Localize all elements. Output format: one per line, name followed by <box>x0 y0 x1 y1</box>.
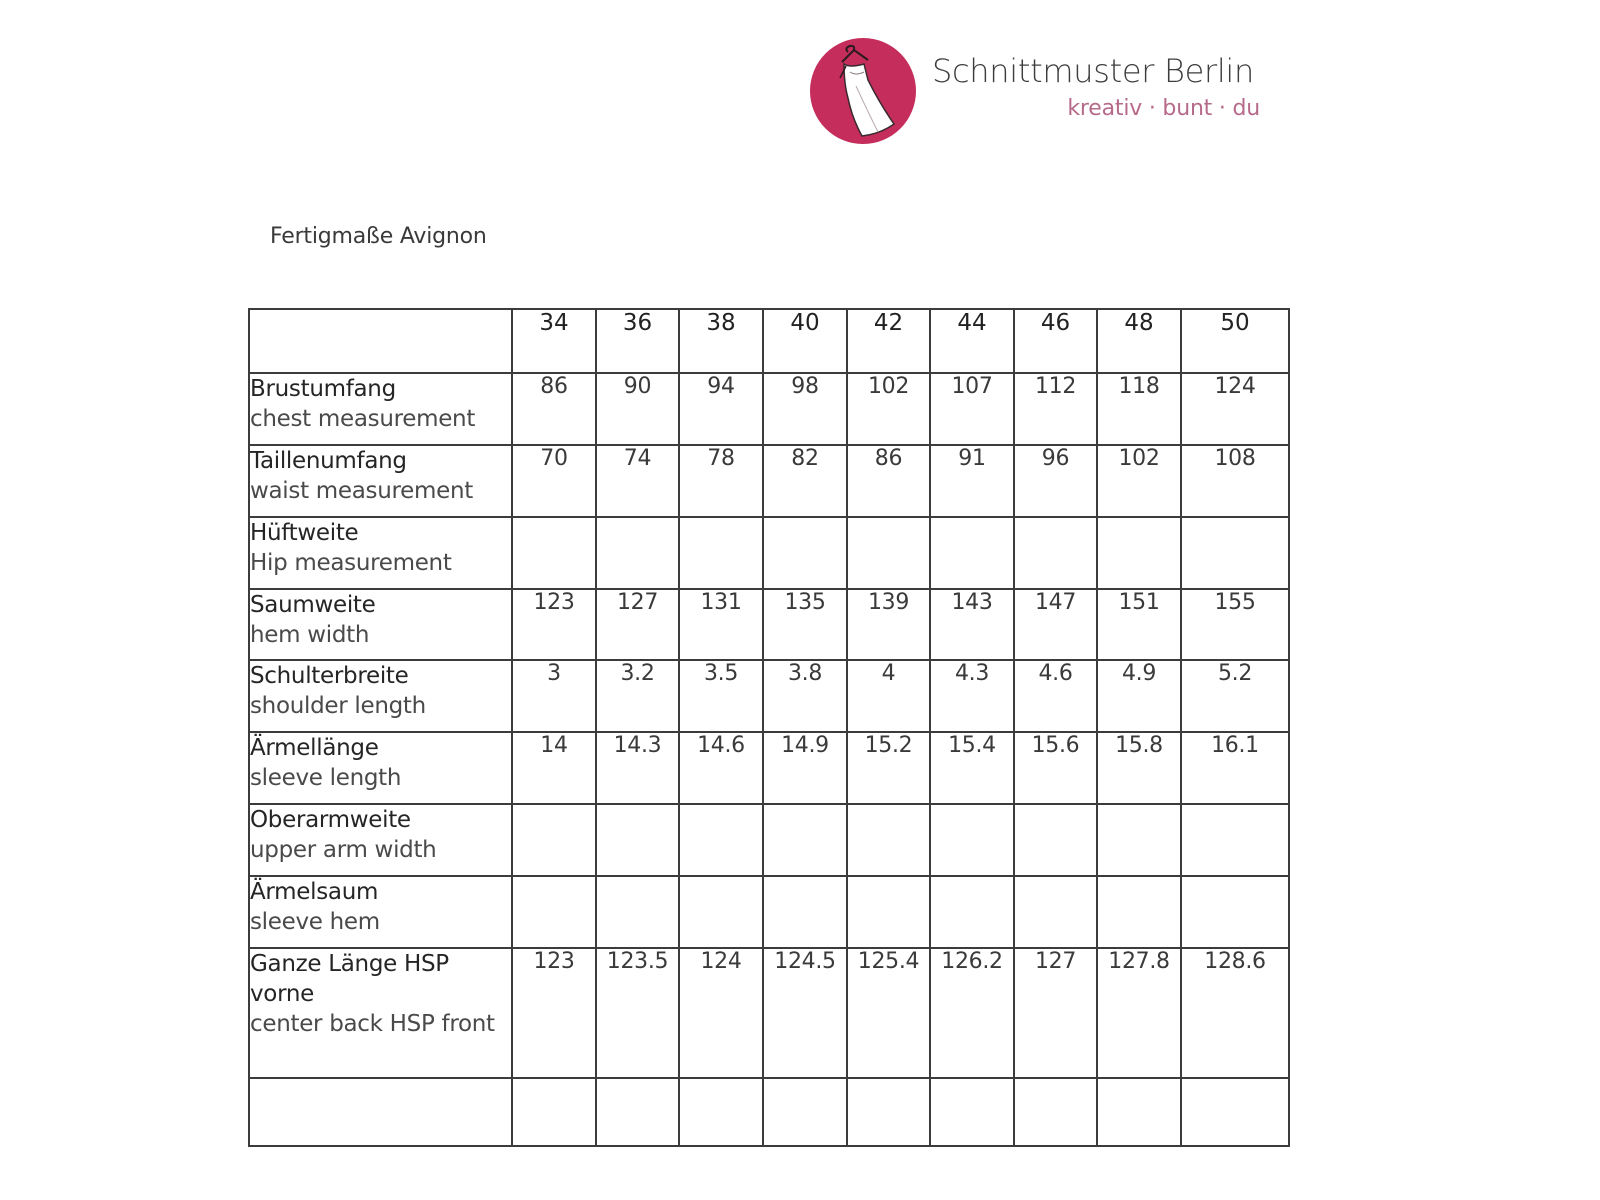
dress-on-hanger-icon <box>810 38 916 144</box>
measurement-cell <box>596 804 679 876</box>
measurement-cell: 82 <box>763 445 847 517</box>
label-german: Oberarmweite <box>250 807 411 833</box>
measurement-cell <box>679 1078 763 1146</box>
measurement-cell <box>930 1078 1014 1146</box>
table-row-empty-row <box>249 1078 1289 1146</box>
label-german: Hüftweite <box>250 520 359 546</box>
measurement-cell <box>930 804 1014 876</box>
label-english: shoulder length <box>250 693 426 719</box>
measurement-cell: 14.3 <box>596 732 679 804</box>
size-header: 50 <box>1181 309 1289 373</box>
measurement-cell: 127.8 <box>1097 948 1181 1078</box>
measurement-cell: 96 <box>1014 445 1097 517</box>
measurement-cell: 78 <box>679 445 763 517</box>
measurement-cell <box>847 1078 930 1146</box>
measurement-cell: 94 <box>679 373 763 445</box>
measurement-cell: 14.9 <box>763 732 847 804</box>
measurement-cell <box>847 876 930 948</box>
measurement-cell <box>763 1078 847 1146</box>
measurement-cell: 112 <box>1014 373 1097 445</box>
measurement-cell: 4.6 <box>1014 660 1097 732</box>
label-german: Brustumfang <box>250 376 396 402</box>
size-header: 38 <box>679 309 763 373</box>
measurement-cell <box>847 517 930 589</box>
label-german: Ganze Länge HSP vorne <box>250 951 449 1007</box>
row-label <box>249 732 512 804</box>
measurement-cell: 123 <box>512 948 596 1078</box>
row-label <box>249 876 512 948</box>
label-german: Ärmellänge <box>250 735 379 761</box>
measurement-cell: 4.3 <box>930 660 1014 732</box>
measurement-cell: 15.2 <box>847 732 930 804</box>
label-english: hem width <box>250 622 370 648</box>
measurement-cell <box>930 876 1014 948</box>
measurement-cell <box>847 804 930 876</box>
measurement-cell: 3.8 <box>763 660 847 732</box>
measurement-cell: 124.5 <box>763 948 847 1078</box>
label-german: Ärmelsaum <box>250 879 379 905</box>
brand-logo <box>810 38 1270 148</box>
measurement-cell <box>1181 1078 1289 1146</box>
measurement-cell: 151 <box>1097 589 1181 660</box>
measurement-cell: 102 <box>847 373 930 445</box>
table-row-upper-arm-row <box>249 804 1289 876</box>
measurement-cell: 3.5 <box>679 660 763 732</box>
table-row-waist-row <box>249 445 1289 517</box>
measurement-cell: 90 <box>596 373 679 445</box>
measurement-cell <box>1097 876 1181 948</box>
table-row-full-length-row <box>249 948 1289 1078</box>
row-label <box>249 517 512 589</box>
measurement-cell <box>679 876 763 948</box>
measurement-cell <box>679 804 763 876</box>
label-english: sleeve hem <box>250 909 380 935</box>
measurement-cell: 5.2 <box>1181 660 1289 732</box>
measurement-cell: 86 <box>512 373 596 445</box>
measurement-cell <box>512 517 596 589</box>
measurement-cell: 86 <box>847 445 930 517</box>
measurement-cell: 135 <box>763 589 847 660</box>
measurement-cell: 16.1 <box>1181 732 1289 804</box>
measurement-cell: 91 <box>930 445 1014 517</box>
size-header-row <box>249 309 1289 373</box>
measurement-cell <box>1014 1078 1097 1146</box>
measurement-cell <box>1097 804 1181 876</box>
measurement-cell: 3.2 <box>596 660 679 732</box>
measurement-cell <box>763 876 847 948</box>
label-english: waist measurement <box>250 478 473 504</box>
table-row-shoulder-row <box>249 660 1289 732</box>
measurement-cell: 15.8 <box>1097 732 1181 804</box>
measurement-cell: 14.6 <box>679 732 763 804</box>
size-chart-table <box>248 308 1290 1147</box>
measurement-cell: 118 <box>1097 373 1181 445</box>
measurement-cell <box>1181 876 1289 948</box>
measurement-cell <box>512 876 596 948</box>
row-label <box>249 660 512 732</box>
measurement-cell: 74 <box>596 445 679 517</box>
label-english: center back HSP front <box>250 1011 495 1037</box>
measurement-cell <box>1097 517 1181 589</box>
measurement-cell: 143 <box>930 589 1014 660</box>
measurement-cell <box>1014 876 1097 948</box>
measurement-cell: 4 <box>847 660 930 732</box>
measurement-cell: 155 <box>1181 589 1289 660</box>
size-header: 40 <box>763 309 847 373</box>
size-header: 48 <box>1097 309 1181 373</box>
measurement-cell: 108 <box>1181 445 1289 517</box>
row-label <box>249 1078 512 1146</box>
measurement-cell <box>1014 804 1097 876</box>
size-header: 46 <box>1014 309 1097 373</box>
measurement-cell: 124 <box>679 948 763 1078</box>
size-header: 36 <box>596 309 679 373</box>
measurement-cell: 124 <box>1181 373 1289 445</box>
measurement-cell: 70 <box>512 445 596 517</box>
row-label <box>249 589 512 660</box>
measurement-cell <box>1014 517 1097 589</box>
row-label <box>249 948 512 1078</box>
measurement-cell: 102 <box>1097 445 1181 517</box>
label-english: sleeve length <box>250 765 402 791</box>
table-row-sleeve-length-row <box>249 732 1289 804</box>
page-title: Fertigmaße Avignon <box>270 224 487 249</box>
measurement-cell: 107 <box>930 373 1014 445</box>
label-german: Taillenumfang <box>250 448 407 474</box>
measurement-cell: 131 <box>679 589 763 660</box>
row-label <box>249 804 512 876</box>
table-row-hip-row <box>249 517 1289 589</box>
measurement-cell: 15.4 <box>930 732 1014 804</box>
table-row-chest-row <box>249 373 1289 445</box>
measurement-cell: 98 <box>763 373 847 445</box>
measurement-cell <box>1181 804 1289 876</box>
label-german: Schulterbreite <box>250 663 409 689</box>
measurement-cell: 15.6 <box>1014 732 1097 804</box>
measurement-cell <box>596 1078 679 1146</box>
size-header: 42 <box>847 309 930 373</box>
measurement-cell <box>512 1078 596 1146</box>
measurement-cell: 14 <box>512 732 596 804</box>
size-header: 44 <box>930 309 1014 373</box>
measurement-cell <box>596 876 679 948</box>
measurement-cell: 3 <box>512 660 596 732</box>
label-german: Saumweite <box>250 592 376 618</box>
measurement-cell: 123 <box>512 589 596 660</box>
measurement-cell <box>763 517 847 589</box>
measurement-cell <box>679 517 763 589</box>
brand-tagline: kreativ · bunt · du <box>1067 96 1260 121</box>
measurement-cell: 127 <box>596 589 679 660</box>
measurement-cell <box>1181 517 1289 589</box>
measurement-cell <box>596 517 679 589</box>
brand-name: Schnittmuster Berlin <box>932 52 1255 90</box>
label-english: Hip measurement <box>250 550 452 576</box>
table-row-sleeve-hem-row <box>249 876 1289 948</box>
label-english: upper arm width <box>250 837 437 863</box>
table-row-hem-width-row <box>249 589 1289 660</box>
measurement-cell: 123.5 <box>596 948 679 1078</box>
size-header: 34 <box>512 309 596 373</box>
label-english: chest measurement <box>250 406 476 432</box>
measurement-cell: 125.4 <box>847 948 930 1078</box>
measurement-cell <box>1097 1078 1181 1146</box>
measurement-cell <box>512 804 596 876</box>
row-label <box>249 445 512 517</box>
measurement-cell: 128.6 <box>1181 948 1289 1078</box>
measurement-cell: 127 <box>1014 948 1097 1078</box>
measurement-cell: 126.2 <box>930 948 1014 1078</box>
measurement-cell <box>763 804 847 876</box>
row-label <box>249 373 512 445</box>
measurement-cell: 147 <box>1014 589 1097 660</box>
measurement-cell <box>930 517 1014 589</box>
measurement-cell: 4.9 <box>1097 660 1181 732</box>
corner-cell <box>249 309 512 373</box>
measurement-cell: 139 <box>847 589 930 660</box>
